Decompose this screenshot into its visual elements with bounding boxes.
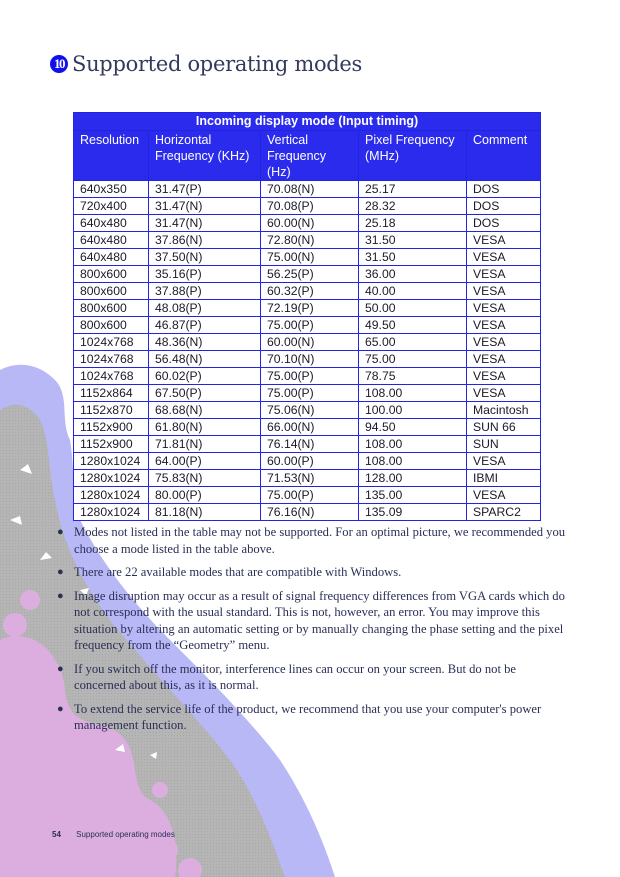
cell-resolution: 640x480: [74, 232, 149, 249]
table-row: [74, 198, 541, 215]
note-text: If you switch off the monitor, interference lines can occur on your screen. But do not be concerned about this, as it is normal.: [74, 661, 517, 692]
cell-comment: VESA: [467, 334, 541, 351]
bullet-icon: ●: [57, 566, 64, 578]
column-header-comment: Comment: [467, 131, 541, 181]
cell-comment: VESA: [467, 232, 541, 249]
cell-pixel-frequency: 65.00: [359, 334, 467, 351]
cell-comment: SUN 66: [467, 419, 541, 436]
cell-horizontal-frequency: 81.18(N): [149, 504, 261, 521]
note-text: There are 22 available modes that are compatible with Windows.: [74, 565, 402, 579]
cell-horizontal-frequency: 37.88(P): [149, 283, 261, 300]
cell-vertical-frequency: 76.16(N): [261, 504, 359, 521]
cell-vertical-frequency: 75.06(N): [261, 402, 359, 419]
bullet-icon: ●: [57, 589, 64, 602]
cell-comment: DOS: [467, 198, 541, 215]
cell-pixel-frequency: 49.50: [359, 317, 467, 334]
table-row: [74, 436, 541, 453]
chapter-number-badge: 10: [50, 55, 68, 73]
cell-horizontal-frequency: 48.36(N): [149, 334, 261, 351]
cell-horizontal-frequency: 37.86(N): [149, 232, 261, 249]
cell-vertical-frequency: 56.25(P): [261, 266, 359, 283]
cell-resolution: 1280x1024: [74, 453, 149, 470]
cell-pixel-frequency: 75.00: [359, 351, 467, 368]
cell-resolution: 800x600: [74, 300, 149, 317]
cell-comment: VESA: [467, 368, 541, 385]
cell-vertical-frequency: 60.00(N): [261, 334, 359, 351]
cell-vertical-frequency: 71.53(N): [261, 470, 359, 487]
cell-horizontal-frequency: 80.00(P): [149, 487, 261, 504]
cell-pixel-frequency: 78.75: [359, 368, 467, 385]
cell-comment: VESA: [467, 249, 541, 266]
cell-horizontal-frequency: 64.00(P): [149, 453, 261, 470]
cell-pixel-frequency: 128.00: [359, 470, 467, 487]
page-title: [50, 52, 362, 76]
cell-comment: VESA: [467, 487, 541, 504]
table-row: [74, 487, 541, 504]
cell-resolution: 640x480: [74, 249, 149, 266]
cell-vertical-frequency: 75.00(N): [261, 249, 359, 266]
notes-list: [56, 524, 566, 741]
note-item: [56, 524, 566, 557]
cell-pixel-frequency: 31.50: [359, 232, 467, 249]
note-text: Modes not listed in the table may not be supported. For an optimal picture, we recommended you choose a mode listed in the table above.: [74, 525, 566, 556]
page-number: 54: [52, 830, 61, 839]
cell-pixel-frequency: 108.00: [359, 385, 467, 402]
bullet-icon: ●: [57, 662, 64, 675]
cell-comment: VESA: [467, 283, 541, 300]
cell-resolution: 1280x1024: [74, 504, 149, 521]
note-item: [56, 701, 566, 734]
table-row: [74, 215, 541, 232]
column-header-resolution: Resolution: [74, 131, 149, 181]
cell-horizontal-frequency: 31.47(N): [149, 198, 261, 215]
cell-vertical-frequency: 76.14(N): [261, 436, 359, 453]
cell-pixel-frequency: 50.00: [359, 300, 467, 317]
cell-pixel-frequency: 108.00: [359, 436, 467, 453]
cell-resolution: 640x350: [74, 181, 149, 198]
table-row: [74, 470, 541, 487]
cell-horizontal-frequency: 67.50(P): [149, 385, 261, 402]
cell-horizontal-frequency: 71.81(N): [149, 436, 261, 453]
table-row: [74, 334, 541, 351]
cell-vertical-frequency: 70.08(N): [261, 181, 359, 198]
cell-resolution: 640x480: [74, 215, 149, 232]
cell-comment: IBMI: [467, 470, 541, 487]
table-row: [74, 300, 541, 317]
cell-comment: VESA: [467, 317, 541, 334]
cell-resolution: 1024x768: [74, 368, 149, 385]
table-group-header: Incoming display mode (Input timing): [74, 113, 541, 131]
cell-resolution: 1280x1024: [74, 487, 149, 504]
page-title-text: Supported operating modes: [72, 52, 363, 76]
table-row: [74, 266, 541, 283]
table-row: [74, 351, 541, 368]
cell-vertical-frequency: 70.08(P): [261, 198, 359, 215]
cell-resolution: 1152x864: [74, 385, 149, 402]
cell-resolution: 1152x870: [74, 402, 149, 419]
cell-comment: VESA: [467, 300, 541, 317]
table-row: [74, 232, 541, 249]
cell-pixel-frequency: 135.00: [359, 487, 467, 504]
note-item: [56, 564, 566, 581]
cell-pixel-frequency: 135.09: [359, 504, 467, 521]
table-row: [74, 368, 541, 385]
cell-resolution: 1024x768: [74, 351, 149, 368]
cell-vertical-frequency: 75.00(P): [261, 317, 359, 334]
cell-vertical-frequency: 75.00(P): [261, 385, 359, 402]
cell-resolution: 800x600: [74, 283, 149, 300]
table-row: [74, 402, 541, 419]
cell-resolution: 1152x900: [74, 436, 149, 453]
table-row: [74, 385, 541, 402]
table-row: [74, 453, 541, 470]
cell-pixel-frequency: 25.17: [359, 181, 467, 198]
footer-section-title: Supported operating modes: [76, 830, 175, 839]
cell-comment: VESA: [467, 266, 541, 283]
cell-comment: SUN: [467, 436, 541, 453]
cell-vertical-frequency: 75.00(P): [261, 487, 359, 504]
cell-comment: VESA: [467, 453, 541, 470]
cell-horizontal-frequency: 35.16(P): [149, 266, 261, 283]
cell-comment: DOS: [467, 181, 541, 198]
table-body: [74, 181, 541, 521]
cell-horizontal-frequency: 46.87(P): [149, 317, 261, 334]
cell-pixel-frequency: 31.50: [359, 249, 467, 266]
table-row: [74, 317, 541, 334]
supported-modes-table: [73, 112, 541, 521]
cell-resolution: 720x400: [74, 198, 149, 215]
table-column-header-row: [74, 131, 541, 181]
cell-resolution: 1024x768: [74, 334, 149, 351]
cell-pixel-frequency: 94.50: [359, 419, 467, 436]
cell-comment: SPARC2: [467, 504, 541, 521]
table-row: [74, 419, 541, 436]
cell-pixel-frequency: 40.00: [359, 283, 467, 300]
cell-horizontal-frequency: 31.47(N): [149, 215, 261, 232]
cell-comment: DOS: [467, 215, 541, 232]
cell-resolution: 1280x1024: [74, 470, 149, 487]
bullet-icon: ●: [57, 702, 64, 715]
note-item: [56, 588, 566, 654]
cell-horizontal-frequency: 61.80(N): [149, 419, 261, 436]
cell-horizontal-frequency: 60.02(P): [149, 368, 261, 385]
cell-horizontal-frequency: 75.83(N): [149, 470, 261, 487]
table-row: [74, 181, 541, 198]
table-group-header-row: [74, 113, 541, 131]
cell-vertical-frequency: 72.19(P): [261, 300, 359, 317]
table-row: [74, 249, 541, 266]
bullet-icon: ●: [57, 526, 64, 538]
cell-horizontal-frequency: 56.48(N): [149, 351, 261, 368]
cell-comment: Macintosh: [467, 402, 541, 419]
cell-vertical-frequency: 75.00(P): [261, 368, 359, 385]
note-item: [56, 661, 566, 694]
table-row: [74, 504, 541, 521]
cell-pixel-frequency: 28.32: [359, 198, 467, 215]
table-row: [74, 283, 541, 300]
column-header-vertical-frequency: Vertical Frequency (Hz): [261, 131, 359, 181]
cell-horizontal-frequency: 37.50(N): [149, 249, 261, 266]
cell-vertical-frequency: 60.32(P): [261, 283, 359, 300]
cell-pixel-frequency: 108.00: [359, 453, 467, 470]
page-footer: [52, 830, 175, 839]
cell-horizontal-frequency: 31.47(P): [149, 181, 261, 198]
cell-comment: VESA: [467, 351, 541, 368]
cell-resolution: 1152x900: [74, 419, 149, 436]
note-text: To extend the service life of the product, we recommend that you use your computer's power management function.: [74, 701, 542, 732]
cell-pixel-frequency: 100.00: [359, 402, 467, 419]
cell-vertical-frequency: 60.00(N): [261, 215, 359, 232]
cell-pixel-frequency: 36.00: [359, 266, 467, 283]
cell-vertical-frequency: 66.00(N): [261, 419, 359, 436]
cell-resolution: 800x600: [74, 266, 149, 283]
column-header-horizontal-frequency: Horizontal Frequency (KHz): [149, 131, 261, 181]
cell-resolution: 800x600: [74, 317, 149, 334]
cell-vertical-frequency: 70.10(N): [261, 351, 359, 368]
cell-vertical-frequency: 60.00(P): [261, 453, 359, 470]
cell-horizontal-frequency: 68.68(N): [149, 402, 261, 419]
note-text: Image disruption may occur as a result of signal frequency differences from VGA cards which do not correspond with the usual standard. This is not, however, an error. You may improve this situation by altering an automatic setting or by manually changing the phase setting and the pixel frequency from the “Geometry” menu.: [74, 588, 565, 652]
cell-horizontal-frequency: 48.08(P): [149, 300, 261, 317]
cell-vertical-frequency: 72.80(N): [261, 232, 359, 249]
cell-comment: VESA: [467, 385, 541, 402]
column-header-pixel-frequency: Pixel Frequency (MHz): [359, 131, 467, 181]
cell-pixel-frequency: 25.18: [359, 215, 467, 232]
